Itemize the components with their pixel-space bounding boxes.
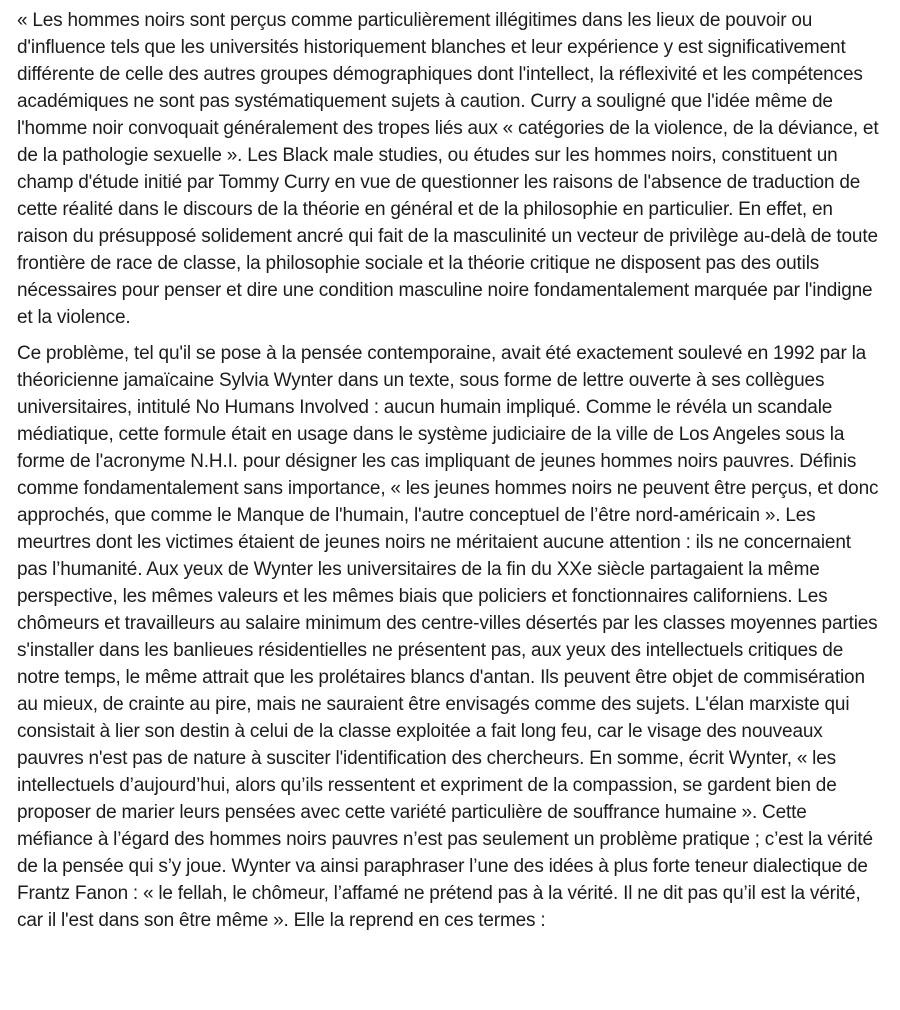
paragraph-sylvia-wynter: Ce problème, tel qu'il se pose à la pensée contemporaine, avait été exactement soulevé en 1992 par la théoricienne jamaïcaine Sylvia Wynter dans un texte, sous forme de lettre ouverte à ses collègues universitaires, intitulé No Humans Involved : aucun humain impliqué. Comme le révéla un scandale médiatique, cette formule était en usage dans le système judiciaire de la ville de Los Angeles sous la forme de l'acronyme N.H.I. pour désigner les cas impliquant de jeunes hommes noirs pauvres. Définis comme fondamentalement sans importance, « les jeunes hommes noirs ne peuvent être perçus, et donc approchés, que comme le Manque de l'humain, l'autre conceptuel de l’être nord-américain ». Les meurtres dont les victimes étaient de jeunes noirs ne méritaient aucune attention : ils ne concernaient pas l’humanité. Aux yeux de Wynter les universitaires de la fin du XXe siècle partagaient la même perspective, les mêmes valeurs et les mêmes biais que policiers et fonctionnaires californiens. Les chômeurs et travailleurs au salaire minimum des centre-villes désertés par les classes moyennes parties s'installer dans les banlieues résidentielles ne présentent pas, aux yeux des intellectuels critiques de notre temps, le même attrait que les prolétaires blancs d'antan. Ils peuvent être objet de commisération au mieux, de crainte au pire, mais ne sauraient être envisagés comme des sujets. L'élan marxiste qui consistait à lier son destin à celui de la classe exploitée a fait long feu, car le visage des nouveaux pauvres n'est pas de nature à susciter l'identification des chercheurs. En somme, écrit Wynter, « les intellectuels d’aujourd’hui, alors qu’ils ressentent et expriment de la compassion, se gardent bien de proposer de marier leurs pensées avec cette variété particulière de souffrance humaine ». Cette méfiance à l’égard des hommes noirs pauvres n’est pas seulement un problème pratique ; c’est la vérité de la pensée qui s’y joue. Wynter va ainsi paraphraser l’une des idées à plus forte teneur dialectique de Frantz Fanon : « le fellah, le chômeur, l’affamé ne prétend pas à la vérité. Il ne dit pas qu’il est la vérité, car il l'est dans son être même ». Elle la reprend en ces termes : (17, 343, 879, 931)
paragraph-black-male-studies: « Les hommes noirs sont perçus comme particulièrement illégitimes dans les lieux de pouvoir ou d'influence tels que les universités historiquement blanches et leur expérience y est significativement différente de celle des autres groupes démographiques dont l'intellect, la réflexivité et les compétences académiques ne sont pas systématiquement sujets à caution. Curry a souligné que l'idée même de l'homme noir convoquait généralement des tropes liés aux « catégories de la violence, de la déviance, et de la pathologie sexuelle ». Les Black male studies, ou études sur les hommes noirs, constituent un champ d'étude initié par Tommy Curry en vue de questionner les raisons de l'absence de traduction de cette réalité dans le discours de la théorie en général et de la philosophie en particulier. En effet, en raison du présupposé solidement ancré qui fait de la masculinité un vecteur de privilège au-delà de toute frontière de race de classe, la philosophie sociale et la théorie critique ne disposent pas des outils nécessaires pour penser et dire une condition masculine noire fondamentalement marquée par l'indigne et la violence. (17, 10, 879, 328)
